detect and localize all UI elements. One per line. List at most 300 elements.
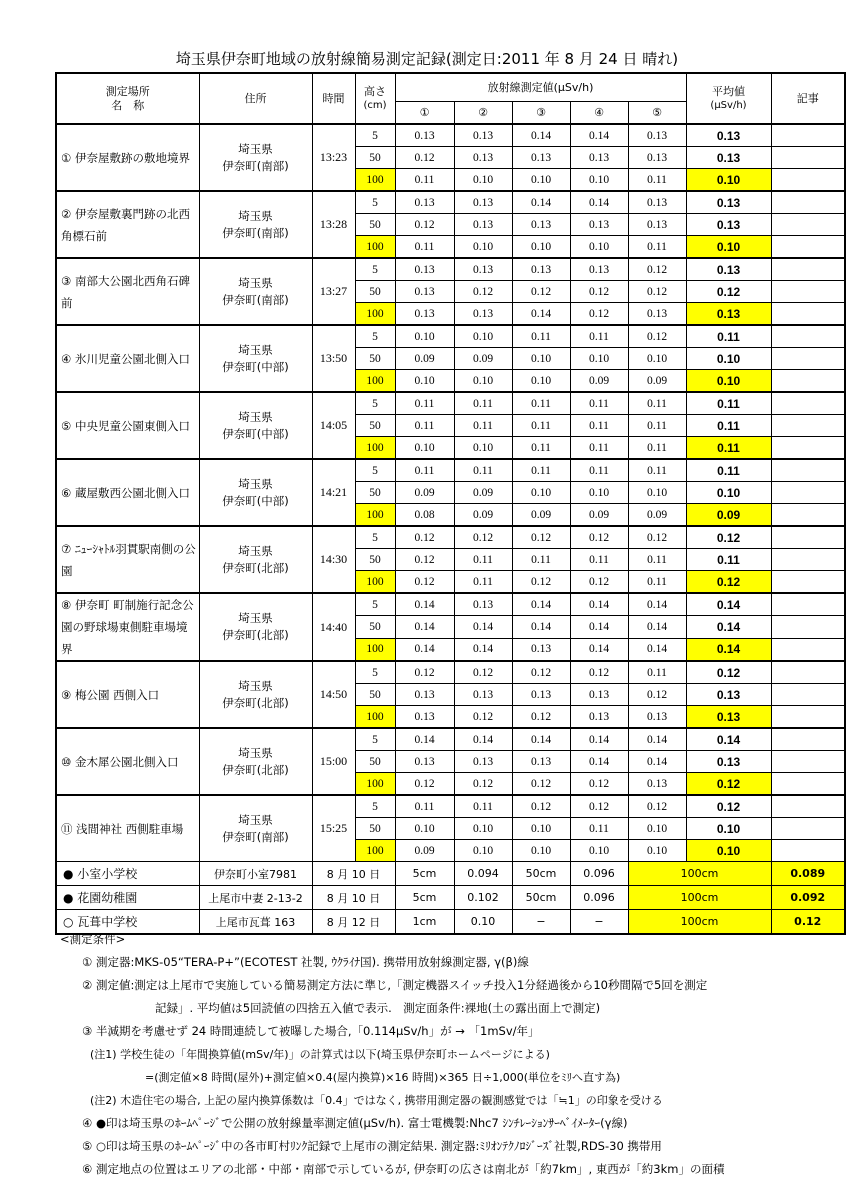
average-cell: 0.14 [686,616,771,638]
reading-cell: 0.13 [512,147,570,169]
average-cell: 0.13 [686,258,771,281]
note-cell [771,415,845,437]
average-cell: 0.11 [686,415,771,437]
reference-name: ● 花園幼稚園 [56,886,199,910]
note-cell [771,392,845,415]
reading-cell: 0.10 [628,818,686,840]
reading-cell: 0.14 [512,616,570,638]
address-town: 伊奈町(南部) [222,158,289,173]
note-4: ④ ●印は埼玉県のﾎｰﾑﾍﾟｰｼﾞで公開の放射線量率測定値(μSv/h). 富士電機製:Nhc7 ｼﾝﾁﾚｰｼｮﾝｻｰﾍﾞｲﾒｰﾀｰ(γ線) [82,1116,628,1130]
reference-value-1: 0.102 [454,886,512,910]
note-cell [771,482,845,504]
reading-cell: 0.14 [395,616,454,638]
reference-value-2: − [570,910,628,935]
reading-cell: 0.14 [512,124,570,147]
note-cell [771,325,845,348]
reading-cell: 0.10 [570,236,628,259]
average-cell: 0.11 [686,437,771,460]
reading-cell: 0.09 [454,482,512,504]
height-cell: 50 [355,415,395,437]
reading-cell: 0.10 [454,840,512,862]
reading-cell: 0.11 [628,549,686,571]
table-row [56,124,845,147]
reading-cell: 0.10 [454,325,512,348]
height-cell: 100 [355,773,395,796]
height-cell: 5 [355,661,395,684]
note-cell [771,214,845,236]
reading-cell: 0.12 [454,706,512,729]
table-row [56,191,845,214]
reading-cell: 0.13 [395,124,454,147]
average-cell: 0.10 [686,236,771,259]
site-name: ③ 南部大公園北西角石碑前 [56,258,199,325]
reading-cell: 0.12 [395,661,454,684]
col-header-m2: ② [454,102,512,125]
reference-address: 伊奈町小室7981 [199,862,312,886]
site-address [199,459,312,526]
average-cell: 0.10 [686,370,771,393]
reading-cell: 0.11 [628,169,686,192]
average-cell: 0.10 [686,169,771,192]
reading-cell: 0.09 [512,504,570,527]
reading-cell: 0.12 [628,684,686,706]
address-town: 伊奈町(中部) [222,493,289,508]
reading-cell: 0.11 [628,392,686,415]
height-cell: 5 [355,124,395,147]
reading-cell: 0.09 [570,504,628,527]
note-cell [771,818,845,840]
reading-cell: 0.13 [395,751,454,773]
reading-cell: 0.11 [570,818,628,840]
note-cell [771,706,845,729]
reading-cell: 0.11 [454,549,512,571]
address-prefecture: 埼玉県 [238,208,273,223]
reading-cell: 0.13 [454,303,512,326]
reference-row [56,886,845,910]
reading-cell: 0.12 [570,773,628,796]
reading-cell: 0.13 [454,147,512,169]
height-cell: 50 [355,818,395,840]
note-cell [771,437,845,460]
height-cell: 100 [355,504,395,527]
reading-cell: 0.10 [628,482,686,504]
address-town: 伊奈町(北部) [222,762,289,777]
reading-cell: 0.11 [628,661,686,684]
reference-height-2: 50cm [512,886,570,910]
reading-cell: 0.10 [454,818,512,840]
reading-cell: 0.11 [395,415,454,437]
reading-cell: 0.11 [395,236,454,259]
reference-value-3: 0.092 [771,886,845,910]
measure-time: 13:23 [312,124,355,191]
note-cell [771,661,845,684]
reading-cell: 0.12 [395,549,454,571]
height-cell: 5 [355,728,395,751]
col-header-m4: ④ [570,102,628,125]
site-name: ⑤ 中央児童公園東側入口 [56,392,199,459]
average-cell: 0.11 [686,549,771,571]
average-cell: 0.12 [686,281,771,303]
reading-cell: 0.11 [512,392,570,415]
reference-height-1: 5cm [395,886,454,910]
address-prefecture: 埼玉県 [238,745,273,760]
reading-cell: 0.12 [570,303,628,326]
reading-cell: 0.10 [512,370,570,393]
reading-cell: 0.12 [454,773,512,796]
height-cell: 50 [355,482,395,504]
reading-cell: 0.14 [570,751,628,773]
reading-cell: 0.12 [454,526,512,549]
reading-cell: 0.14 [512,593,570,616]
site-name: ④ 氷川児童公園北側入口 [56,325,199,392]
measure-time: 15:25 [312,795,355,862]
reading-cell: 0.13 [454,214,512,236]
height-cell: 50 [355,214,395,236]
reference-height-1: 1cm [395,910,454,935]
page-title: 埼玉県伊奈町地域の放射線簡易測定記録(測定日:2011 年 8 月 24 日 晴れ) [175,50,679,68]
height-cell: 50 [355,549,395,571]
reference-date: 8 月 12 日 [312,910,395,935]
reading-cell: 0.10 [454,370,512,393]
reference-value-2: 0.096 [570,862,628,886]
reading-cell: 0.13 [512,638,570,661]
reading-cell: 0.12 [628,526,686,549]
reference-value-1: 0.094 [454,862,512,886]
average-cell: 0.14 [686,728,771,751]
reading-cell: 0.11 [628,236,686,259]
reading-cell: 0.12 [454,281,512,303]
note-cell [771,370,845,393]
table-row [56,661,845,684]
comment-2: (注2) 木造住宅の場合, 上記の屋内換算係数は「0.4」ではなく, 携帯用測定器の観測感覚では「≒1」の印象を受ける [90,1094,663,1107]
site-address [199,728,312,795]
reference-address: 上尾市瓦葺 163 [199,910,312,935]
average-cell: 0.13 [686,214,771,236]
average-cell: 0.13 [686,684,771,706]
table-row [56,526,845,549]
reading-cell: 0.10 [512,840,570,862]
average-cell: 0.10 [686,840,771,862]
reading-cell: 0.11 [395,392,454,415]
reference-value-1: 0.10 [454,910,512,935]
note-cell [771,348,845,370]
note-1: ① 測定器:MKS-05“TERA-P+”(ECOTEST 社製, ｳｸﾗｲﾅ国). 携帯用放射線測定器, γ(β)線 [82,955,529,969]
height-cell: 100 [355,571,395,594]
table-row [56,325,845,348]
reference-height-1: 5cm [395,862,454,886]
notes-heading: <測定条件> [60,932,126,946]
reading-cell: 0.12 [512,661,570,684]
address-prefecture: 埼玉県 [238,611,273,625]
address-town: 伊奈町(北部) [222,628,289,642]
reading-cell: 0.09 [454,504,512,527]
reading-cell: 0.12 [570,661,628,684]
height-cell: 100 [355,706,395,729]
average-cell: 0.12 [686,661,771,684]
site-address [199,661,312,728]
reference-height-2: − [512,910,570,935]
site-address [199,191,312,258]
reading-cell: 0.13 [628,706,686,729]
reference-date: 8 月 10 日 [312,886,395,910]
reading-cell: 0.12 [628,281,686,303]
reading-cell: 0.13 [512,684,570,706]
note-cell [771,728,845,751]
reading-cell: 0.14 [628,728,686,751]
reading-cell: 0.13 [395,303,454,326]
reference-rows [56,862,845,935]
reading-cell: 0.10 [512,348,570,370]
reading-cell: 0.10 [512,818,570,840]
reading-cell: 0.11 [628,437,686,460]
reading-cell: 0.10 [570,482,628,504]
reference-value-3: 0.089 [771,862,845,886]
col-header-m5: ⑤ [628,102,686,125]
site-address [199,124,312,191]
average-cell: 0.14 [686,593,771,616]
reading-cell: 0.13 [512,751,570,773]
table-row [56,258,845,281]
reading-cell: 0.13 [454,593,512,616]
note-cell [771,593,845,616]
reading-cell: 0.11 [570,437,628,460]
reading-cell: 0.12 [512,526,570,549]
average-cell: 0.11 [686,392,771,415]
reading-cell: 0.13 [454,124,512,147]
reading-cell: 0.11 [570,549,628,571]
average-cell: 0.12 [686,571,771,594]
col-header-site: 測定場所 名 称 [56,73,199,124]
measure-time: 14:21 [312,459,355,526]
reading-cell: 0.14 [512,728,570,751]
measure-time: 14:30 [312,526,355,593]
reading-cell: 0.13 [395,684,454,706]
note-cell [771,795,845,818]
reading-cell: 0.13 [628,124,686,147]
reading-cell: 0.14 [395,593,454,616]
address-town: 伊奈町(南部) [222,292,289,307]
reading-cell: 0.11 [454,392,512,415]
reading-cell: 0.11 [570,392,628,415]
address-town: 伊奈町(中部) [222,426,289,441]
reading-cell: 0.14 [395,638,454,661]
reference-row [56,862,845,886]
address-prefecture: 埼玉県 [238,543,273,558]
average-cell: 0.12 [686,795,771,818]
measurement-notes [60,928,840,1181]
reading-cell: 0.14 [512,191,570,214]
note-cell [771,147,845,169]
reading-cell: 0.13 [570,684,628,706]
height-cell: 100 [355,437,395,460]
note-cell [771,773,845,796]
site-address [199,325,312,392]
reading-cell: 0.14 [454,616,512,638]
reference-name: ○ 瓦葺中学校 [56,910,199,935]
reading-cell: 0.11 [570,325,628,348]
address-town: 伊奈町(中部) [222,359,289,374]
height-cell: 100 [355,236,395,259]
reading-cell: 0.12 [454,661,512,684]
height-cell: 50 [355,281,395,303]
average-cell: 0.12 [686,773,771,796]
reference-height-2: 50cm [512,862,570,886]
reading-cell: 0.14 [395,728,454,751]
site-rows [56,124,845,862]
reading-cell: 0.09 [570,370,628,393]
reading-cell: 0.12 [570,571,628,594]
reading-cell: 0.13 [395,281,454,303]
note-cell [771,840,845,862]
col-header-address: 住所 [199,73,312,124]
reference-height-3: 100cm [628,910,771,935]
reference-address: 上尾市中妻 2-13-2 [199,886,312,910]
note-cell [771,638,845,661]
average-cell: 0.13 [686,303,771,326]
col-header-average: 平均値 (μSv/h) [686,73,771,124]
reading-cell: 0.12 [395,147,454,169]
note-cell [771,459,845,482]
note-cell [771,616,845,638]
reading-cell: 0.10 [570,348,628,370]
height-cell: 5 [355,795,395,818]
site-address [199,526,312,593]
site-name: ⑧ 伊奈町 町制施行記念公園の野球場東側駐車場境界 [56,593,199,661]
reading-cell: 0.13 [454,684,512,706]
reading-cell: 0.11 [395,459,454,482]
site-name: ⑨ 梅公園 西側入口 [56,661,199,728]
reading-cell: 0.12 [570,281,628,303]
col-header-time: 時間 [312,73,355,124]
average-cell: 0.13 [686,124,771,147]
reading-cell: 0.12 [512,773,570,796]
reading-cell: 0.11 [512,437,570,460]
note-cell [771,236,845,259]
reading-cell: 0.13 [570,147,628,169]
reading-cell: 0.12 [512,706,570,729]
reading-cell: 0.11 [512,549,570,571]
col-header-note: 記事 [771,73,845,124]
reading-cell: 0.12 [512,281,570,303]
reading-cell: 0.11 [512,325,570,348]
reading-cell: 0.12 [628,258,686,281]
address-prefecture: 埼玉県 [238,812,273,827]
note-5: ⑤ ○印は埼玉県のﾎｰﾑﾍﾟｰｼﾞ中の各市町村ﾘﾝｸ記録で上尾市の測定結果. 測定器:ﾐﾘｵﾝﾃｸﾉﾛｼﾞｰｽﾞ社製,RDS-30 携帯用 [82,1139,662,1153]
measure-time: 13:28 [312,191,355,258]
reading-cell: 0.14 [570,191,628,214]
reading-cell: 0.09 [454,348,512,370]
site-address [199,258,312,325]
reading-cell: 0.10 [454,169,512,192]
height-cell: 5 [355,526,395,549]
table-row [56,392,845,415]
average-cell: 0.14 [686,638,771,661]
reading-cell: 0.13 [628,191,686,214]
height-cell: 100 [355,638,395,661]
reference-height-3: 100cm [628,886,771,910]
reading-cell: 0.13 [628,303,686,326]
reading-cell: 0.11 [628,459,686,482]
note-cell [771,191,845,214]
average-cell: 0.12 [686,526,771,549]
average-cell: 0.10 [686,482,771,504]
col-header-measured: 放射線測定値(μSv/h) [395,73,686,102]
reading-cell: 0.14 [512,303,570,326]
reading-cell: 0.13 [454,258,512,281]
reading-cell: 0.10 [570,169,628,192]
height-cell: 50 [355,348,395,370]
average-cell: 0.10 [686,818,771,840]
site-name: ② 伊奈屋敷裏門跡の北西角標石前 [56,191,199,258]
measure-time: 13:50 [312,325,355,392]
note-6: ⑥ 測定地点の位置はエリアの北部・中部・南部で示しているが, 伊奈町の広さは南北が「約7km」, 東西が「約3km」の面積 [82,1162,725,1176]
reading-cell: 0.13 [570,706,628,729]
reading-cell: 0.13 [395,191,454,214]
average-cell: 0.13 [686,706,771,729]
reading-cell: 0.12 [512,571,570,594]
site-address [199,795,312,862]
reference-name: ● 小室小学校 [56,862,199,886]
site-name: ⑩ 金木犀公園北側入口 [56,728,199,795]
reading-cell: 0.10 [395,370,454,393]
reading-cell: 0.10 [454,236,512,259]
average-cell: 0.13 [686,147,771,169]
reading-cell: 0.10 [454,437,512,460]
col-header-m1: ① [395,102,454,125]
reading-cell: 0.11 [512,415,570,437]
height-cell: 100 [355,840,395,862]
address-town: 伊奈町(北部) [222,560,289,575]
height-cell: 5 [355,258,395,281]
reading-cell: 0.08 [395,504,454,527]
average-cell: 0.13 [686,191,771,214]
reading-cell: 0.10 [512,482,570,504]
table-row [56,593,845,616]
note-cell [771,124,845,147]
reading-cell: 0.14 [628,593,686,616]
height-cell: 50 [355,616,395,638]
reading-cell: 0.13 [454,191,512,214]
reading-cell: 0.10 [395,818,454,840]
measure-time: 14:40 [312,593,355,661]
measure-time: 14:05 [312,392,355,459]
reading-cell: 0.13 [628,773,686,796]
reading-cell: 0.10 [512,236,570,259]
col-header-height: 高さ (cm) [355,73,395,124]
reading-cell: 0.13 [512,214,570,236]
height-cell: 100 [355,303,395,326]
reading-cell: 0.09 [395,840,454,862]
height-cell: 5 [355,593,395,616]
reading-cell: 0.12 [395,526,454,549]
reading-cell: 0.12 [570,526,628,549]
reference-value-3: 0.12 [771,910,845,935]
reading-cell: 0.14 [454,728,512,751]
height-cell: 100 [355,370,395,393]
reading-cell: 0.14 [570,638,628,661]
reading-cell: 0.14 [454,638,512,661]
reading-cell: 0.12 [395,773,454,796]
reading-cell: 0.13 [454,751,512,773]
reading-cell: 0.11 [512,459,570,482]
reading-cell: 0.10 [628,348,686,370]
reading-cell: 0.11 [395,795,454,818]
note-cell [771,258,845,281]
site-address [199,392,312,459]
reading-cell: 0.13 [628,147,686,169]
address-town: 伊奈町(南部) [222,225,289,240]
reading-cell: 0.10 [628,840,686,862]
